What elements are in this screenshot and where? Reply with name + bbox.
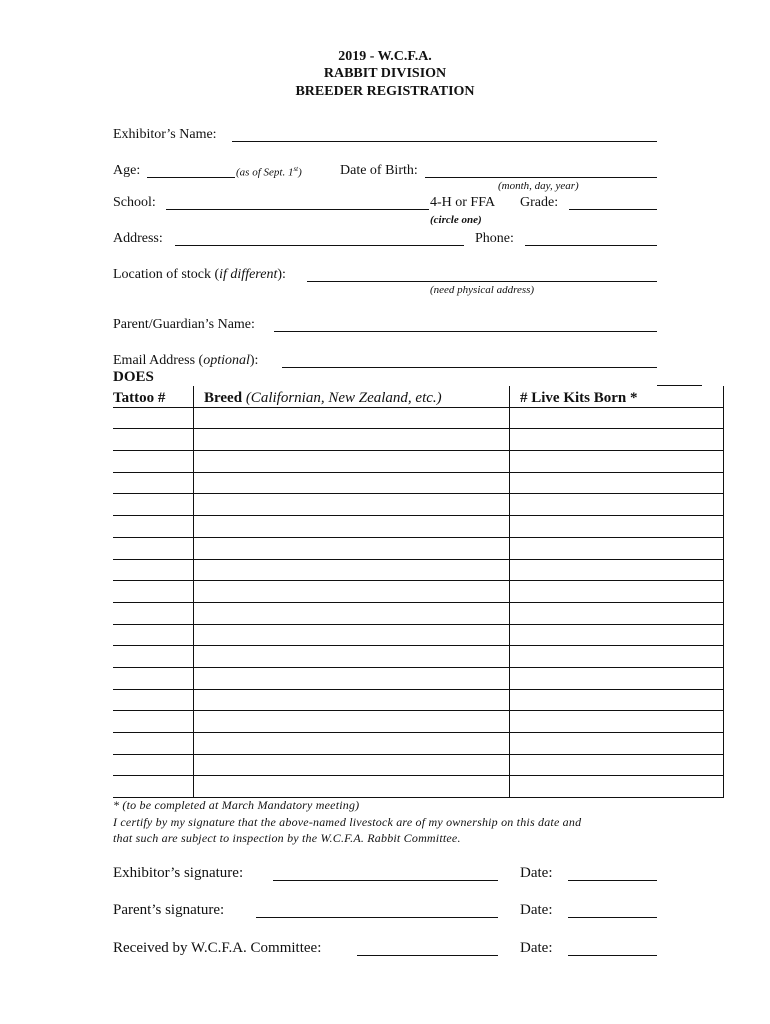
tattoo-cell[interactable]	[113, 646, 194, 668]
tattoo-cell[interactable]	[113, 754, 194, 776]
parent-date-label: Date:	[520, 902, 553, 918]
breed-cell[interactable]	[194, 733, 510, 755]
breed-cell[interactable]	[194, 776, 510, 798]
form-year-title: 2019 - W.C.F.A.	[338, 49, 432, 64]
tattoo-cell[interactable]	[113, 559, 194, 581]
table-row	[113, 711, 724, 733]
breed-cell[interactable]	[194, 516, 510, 538]
kits-born-cell[interactable]	[510, 472, 724, 494]
breed-cell[interactable]	[194, 451, 510, 473]
breed-cell[interactable]	[194, 407, 510, 429]
breed-cell[interactable]	[194, 559, 510, 581]
breed-cell[interactable]	[194, 429, 510, 451]
form-division-title: RABBIT DIVISION	[323, 66, 447, 81]
address-label: Address:	[113, 231, 163, 246]
breed-cell[interactable]	[194, 581, 510, 603]
exhibitor-name-field[interactable]	[232, 141, 657, 142]
breed-cell[interactable]	[194, 667, 510, 689]
committee-date-field[interactable]	[568, 955, 657, 956]
table-row	[113, 494, 724, 516]
does-section-title: DOES	[113, 369, 154, 385]
dob-field[interactable]	[425, 177, 657, 178]
table-header-row	[113, 386, 724, 407]
kits-born-cell[interactable]	[510, 451, 724, 473]
kits-born-cell[interactable]	[510, 733, 724, 755]
committee-signature-field[interactable]	[357, 955, 498, 956]
breed-cell[interactable]	[194, 494, 510, 516]
table-row	[113, 667, 724, 689]
parent-name-field[interactable]	[274, 331, 657, 332]
breed-column-header: Breed (Californian, New Zealand, etc.)	[194, 386, 510, 407]
parent-date-field[interactable]	[568, 917, 657, 918]
tattoo-cell[interactable]	[113, 667, 194, 689]
dob-format-hint: (month, day, year)	[498, 180, 579, 192]
age-label: Age:	[113, 163, 141, 178]
tattoo-cell[interactable]	[113, 776, 194, 798]
kits-born-cell[interactable]	[510, 407, 724, 429]
tattoo-column-header: Tattoo #	[113, 386, 194, 407]
exhibitor-date-label: Date:	[520, 865, 553, 881]
table-row	[113, 689, 724, 711]
tattoo-cell[interactable]	[113, 516, 194, 538]
kits-born-cell[interactable]	[510, 581, 724, 603]
table-row	[113, 624, 724, 646]
kits-born-cell[interactable]	[510, 711, 724, 733]
table-row	[113, 429, 724, 451]
tattoo-cell[interactable]	[113, 602, 194, 624]
tattoo-cell[interactable]	[113, 624, 194, 646]
table-row	[113, 407, 724, 429]
completion-note: * (to be completed at March Mandatory meeting)	[113, 798, 360, 812]
breed-cell[interactable]	[194, 754, 510, 776]
address-field[interactable]	[175, 245, 464, 246]
phone-field[interactable]	[525, 245, 657, 246]
breed-cell[interactable]	[194, 602, 510, 624]
kits-born-cell[interactable]	[510, 516, 724, 538]
exhibitor-date-field[interactable]	[568, 880, 657, 881]
tattoo-cell[interactable]	[113, 711, 194, 733]
age-field[interactable]	[147, 177, 235, 178]
email-label: Email Address (optional):	[113, 353, 259, 368]
tattoo-cell[interactable]	[113, 537, 194, 559]
club-choice-label: 4-H or FFA	[430, 195, 496, 210]
kits-born-cell[interactable]	[510, 754, 724, 776]
tattoo-cell[interactable]	[113, 689, 194, 711]
tattoo-cell[interactable]	[113, 733, 194, 755]
table-row	[113, 646, 724, 668]
phone-label: Phone:	[475, 231, 514, 246]
physical-address-hint: (need physical address)	[430, 284, 535, 296]
kits-born-cell[interactable]	[510, 429, 724, 451]
kits-column-header: # Live Kits Born *	[510, 386, 724, 407]
certification-text-line1: I certify by my signature that the above-named livestock are of my ownership on this date and	[113, 815, 582, 829]
tattoo-cell[interactable]	[113, 472, 194, 494]
breed-cell[interactable]	[194, 472, 510, 494]
exhibitor-signature-field[interactable]	[273, 880, 498, 881]
table-row	[113, 776, 724, 798]
tattoo-cell[interactable]	[113, 407, 194, 429]
kits-born-cell[interactable]	[510, 776, 724, 798]
certification-text-line2: that such are subject to inspection by the W.C.F.A. Rabbit Committee.	[113, 831, 461, 845]
table-row	[113, 537, 724, 559]
age-note: (as of Sept. 1st)	[236, 165, 302, 179]
breed-cell[interactable]	[194, 689, 510, 711]
tattoo-cell[interactable]	[113, 581, 194, 603]
kits-born-cell[interactable]	[510, 646, 724, 668]
stock-location-label: Location of stock (if different):	[113, 267, 286, 282]
parent-signature-label: Parent’s signature:	[113, 902, 225, 918]
committee-signature-label: Received by W.C.F.A. Committee:	[113, 940, 322, 956]
tattoo-cell[interactable]	[113, 494, 194, 516]
committee-date-label: Date:	[520, 940, 553, 956]
tattoo-cell[interactable]	[113, 429, 194, 451]
exhibitor-signature-label: Exhibitor’s signature:	[113, 865, 244, 881]
parent-signature-field[interactable]	[256, 917, 498, 918]
parent-name-label: Parent/Guardian’s Name:	[113, 317, 255, 332]
breed-cell[interactable]	[194, 646, 510, 668]
table-row	[113, 581, 724, 603]
kits-born-cell[interactable]	[510, 602, 724, 624]
kits-born-cell[interactable]	[510, 689, 724, 711]
kits-born-cell[interactable]	[510, 559, 724, 581]
table-row	[113, 602, 724, 624]
kits-born-cell[interactable]	[510, 624, 724, 646]
exhibitor-name-label: Exhibitor’s Name:	[113, 127, 217, 142]
breed-cell[interactable]	[194, 624, 510, 646]
school-label: School:	[113, 195, 156, 210]
does-table	[113, 386, 724, 798]
circle-one-hint: (circle one)	[430, 214, 482, 226]
kits-born-cell[interactable]	[510, 667, 724, 689]
dob-label: Date of Birth:	[340, 163, 418, 178]
table-row	[113, 516, 724, 538]
table-row	[113, 733, 724, 755]
school-field[interactable]	[166, 209, 429, 210]
kits-born-cell[interactable]	[510, 537, 724, 559]
form-registration-title: BREEDER REGISTRATION	[295, 84, 475, 99]
grade-label: Grade:	[520, 195, 559, 210]
stock-location-field[interactable]	[307, 281, 657, 282]
table-row	[113, 754, 724, 776]
tattoo-cell[interactable]	[113, 451, 194, 473]
table-row	[113, 451, 724, 473]
table-row	[113, 472, 724, 494]
breed-cell[interactable]	[194, 537, 510, 559]
grade-field[interactable]	[569, 209, 657, 210]
breed-cell[interactable]	[194, 711, 510, 733]
email-field[interactable]	[282, 367, 657, 368]
kits-born-cell[interactable]	[510, 494, 724, 516]
table-row	[113, 559, 724, 581]
